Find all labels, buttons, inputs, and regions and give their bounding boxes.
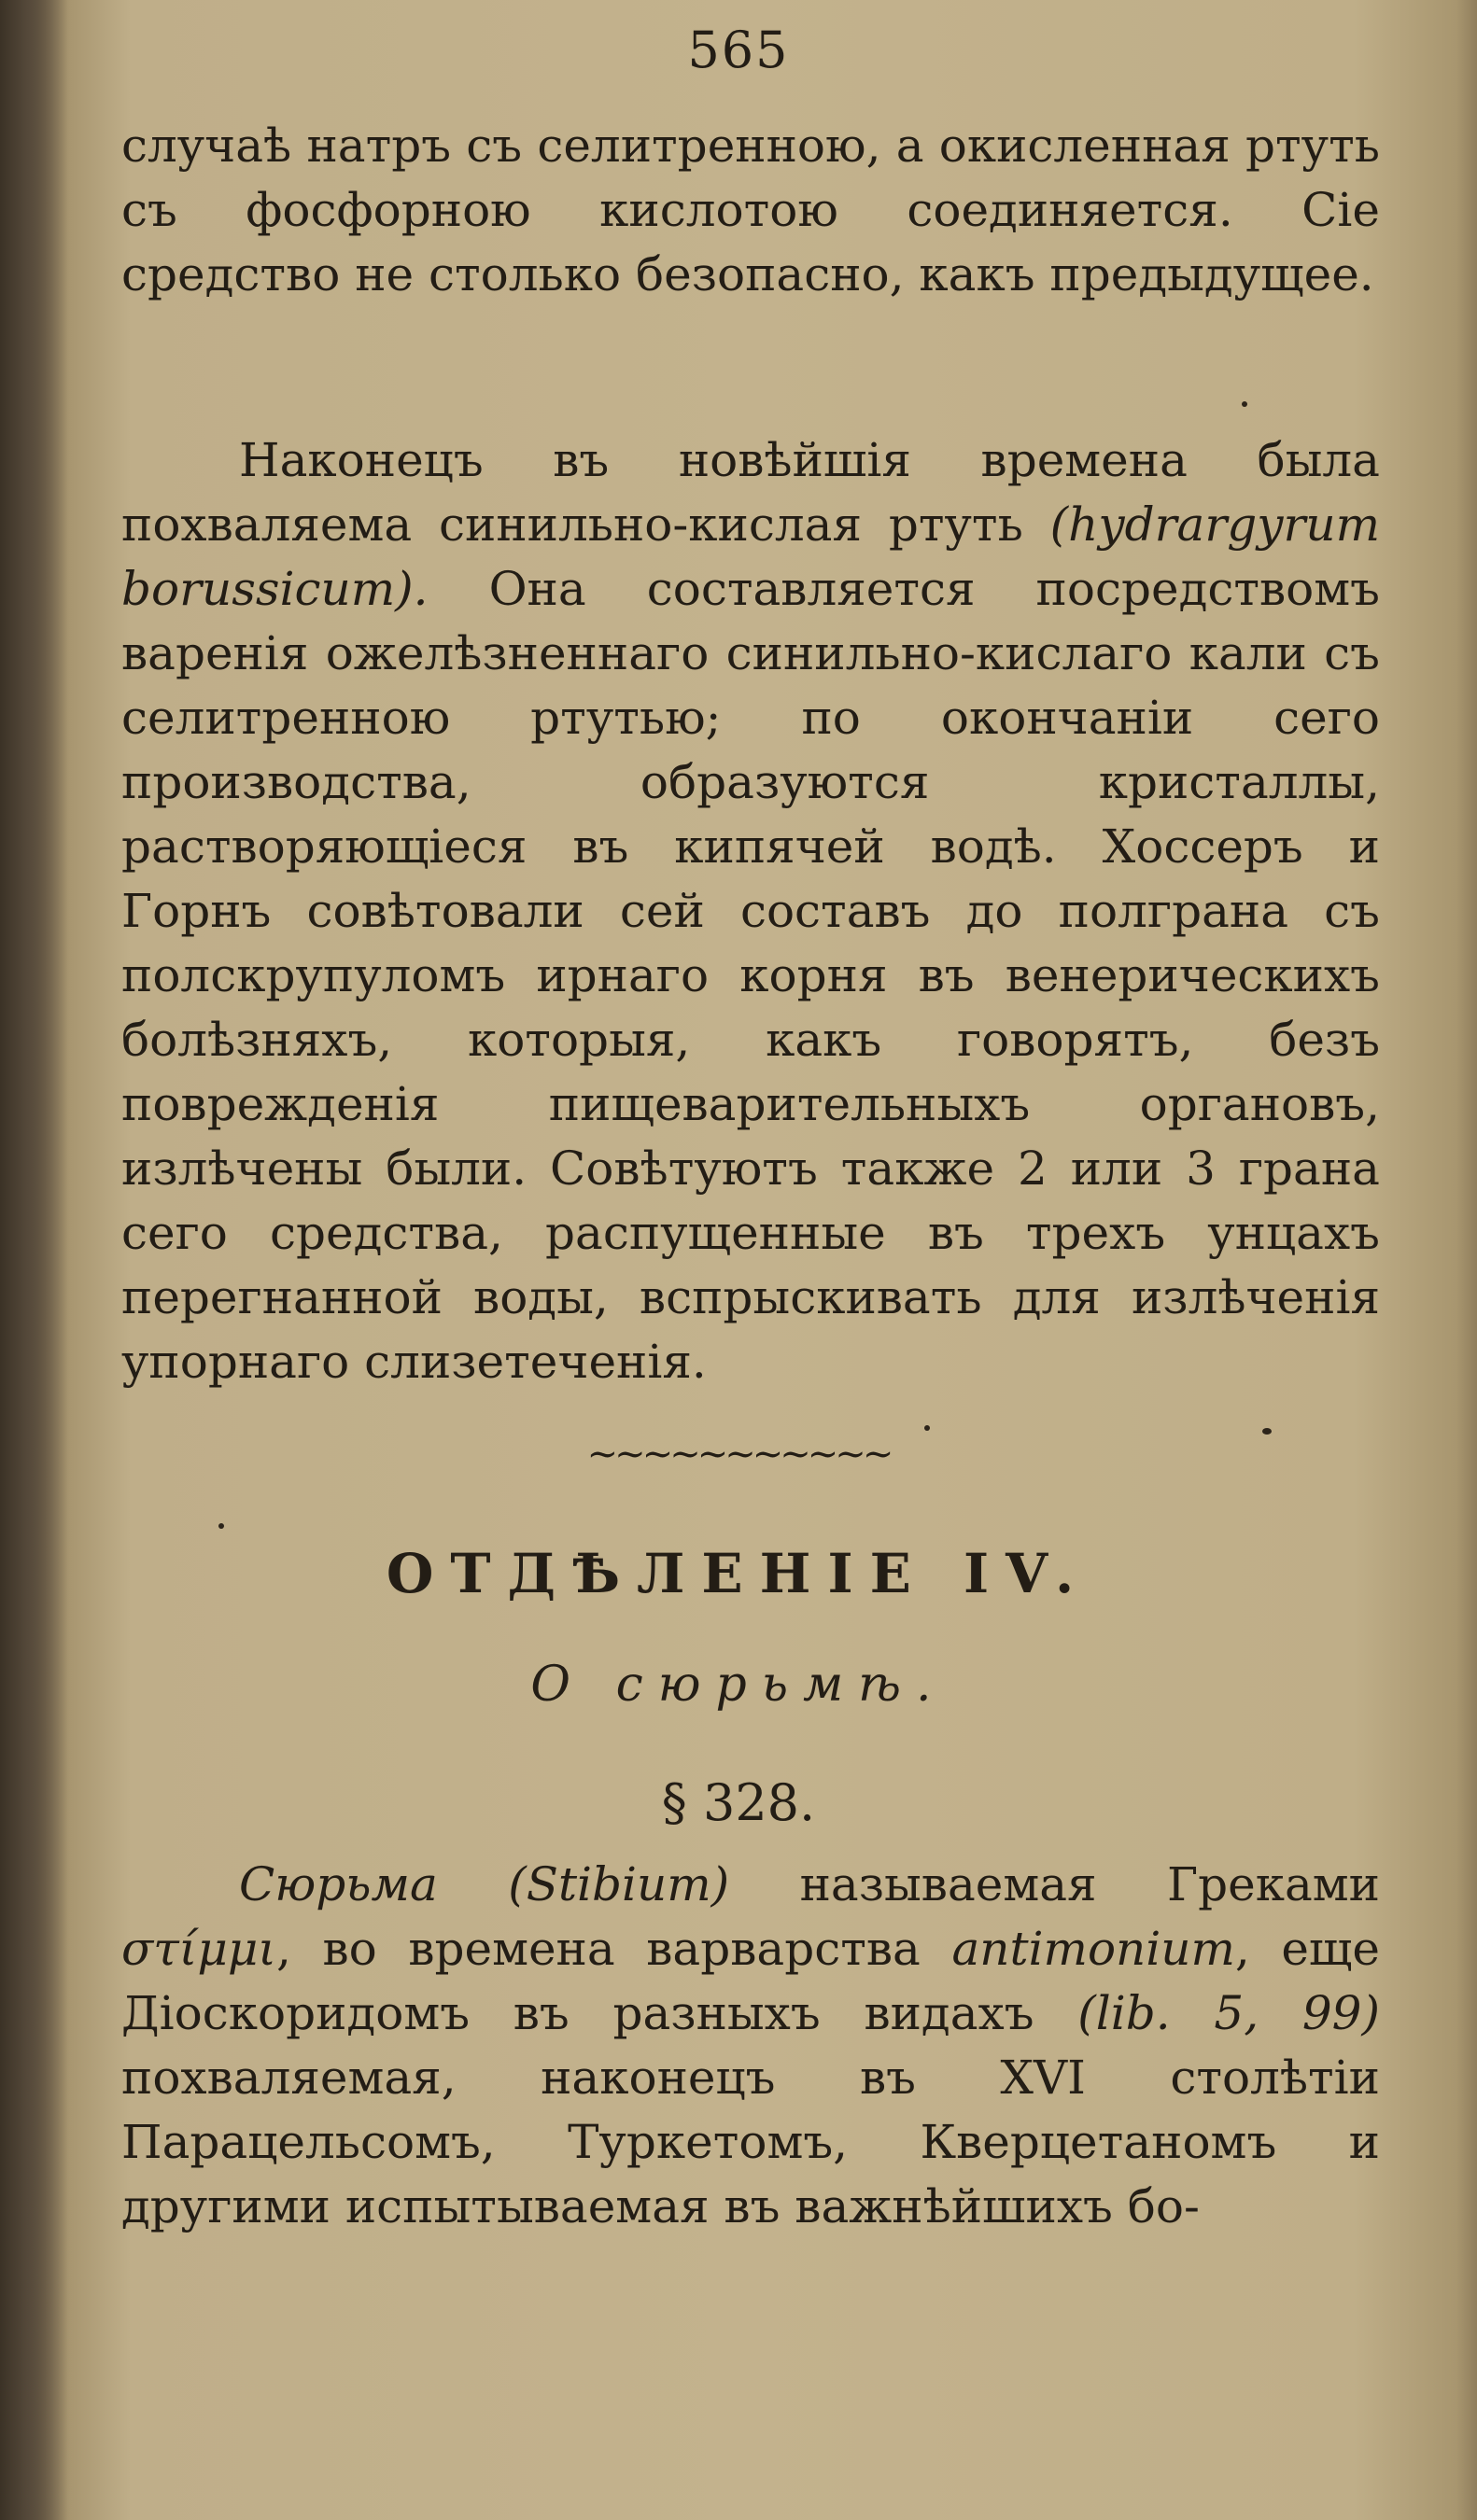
paragraph-text: , во времена варварства <box>276 1922 952 1976</box>
paper-speck <box>1242 401 1247 407</box>
latin-term: (Stibium) <box>437 1857 800 1911</box>
book-binding-shadow <box>0 0 67 2520</box>
greek-term: στίμμι <box>121 1922 276 1976</box>
paper-speck <box>924 1425 930 1431</box>
paragraph-text: Она составляется посредствомъ варенія ожелѣзненнаго синильно-кислаго кали съ селитренною ртутью; по окончаніи сего производства, образуются кристаллы, растворяющіеся въ кипячей водѣ. Хоссеръ и Горнъ совѣтовали сей составъ до полграна съ полскрупуломъ ирнаго корня въ венерическихъ болѣзняхъ, которыя, какъ говорятъ, безъ поврежденія пищеварительныхъ органовъ, излѣчены были. Совѣтуютъ также 2 или 3 грана сего средства, распущенные въ трехъ унцахъ перегнанной воды, вспрыскивать для излѣченія упорнаго слизетеченія. <box>121 562 1380 1389</box>
latin-term: antimonium <box>951 1922 1235 1976</box>
paragraph-text: похваляемая, наконецъ въ XVI столѣтіи Парацельсомъ, Туркетомъ, Кверцетаномъ и другими испытываемая въ важнѣйшихъ бо- <box>121 2051 1380 2233</box>
paragraph-continuation: случаѣ натръ съ селитренною, а окисленная ртуть съ фосфорною кислотою соединяется. Сіе средство не столько безопасно, какъ предыдущее. <box>121 119 1380 301</box>
paragraph-text: Наконецъ въ новѣйшія времена была похваляема синильно-кислая ртуть <box>121 433 1380 552</box>
paper-speck <box>1262 1428 1272 1435</box>
paragraph-text: , еще Діоскоридомъ въ разныхъ видахъ <box>121 1922 1381 2040</box>
section-title: ОТДѢЛЕНІЕ IV. <box>386 1542 1091 1605</box>
paragraph-cyanide-mercury <box>121 428 1380 1394</box>
section-divider-ornament: ~~~~~~~~~~~ <box>586 1433 891 1476</box>
paragraph-number: § 328. <box>661 1773 816 1832</box>
paper-speck <box>218 1523 224 1529</box>
section-subtitle: О сюрьмѣ. <box>530 1657 947 1713</box>
reference: (lib. 5, 99) <box>1077 1986 1381 2040</box>
paragraph-antimony <box>121 1853 1380 2239</box>
latin-term: (hydrargyrum borussicum). <box>121 497 1380 616</box>
page-number: 565 <box>687 21 790 79</box>
paragraph-text: называемая Греками <box>799 1857 1380 1911</box>
term-italic: Сюрьма <box>239 1857 438 1911</box>
